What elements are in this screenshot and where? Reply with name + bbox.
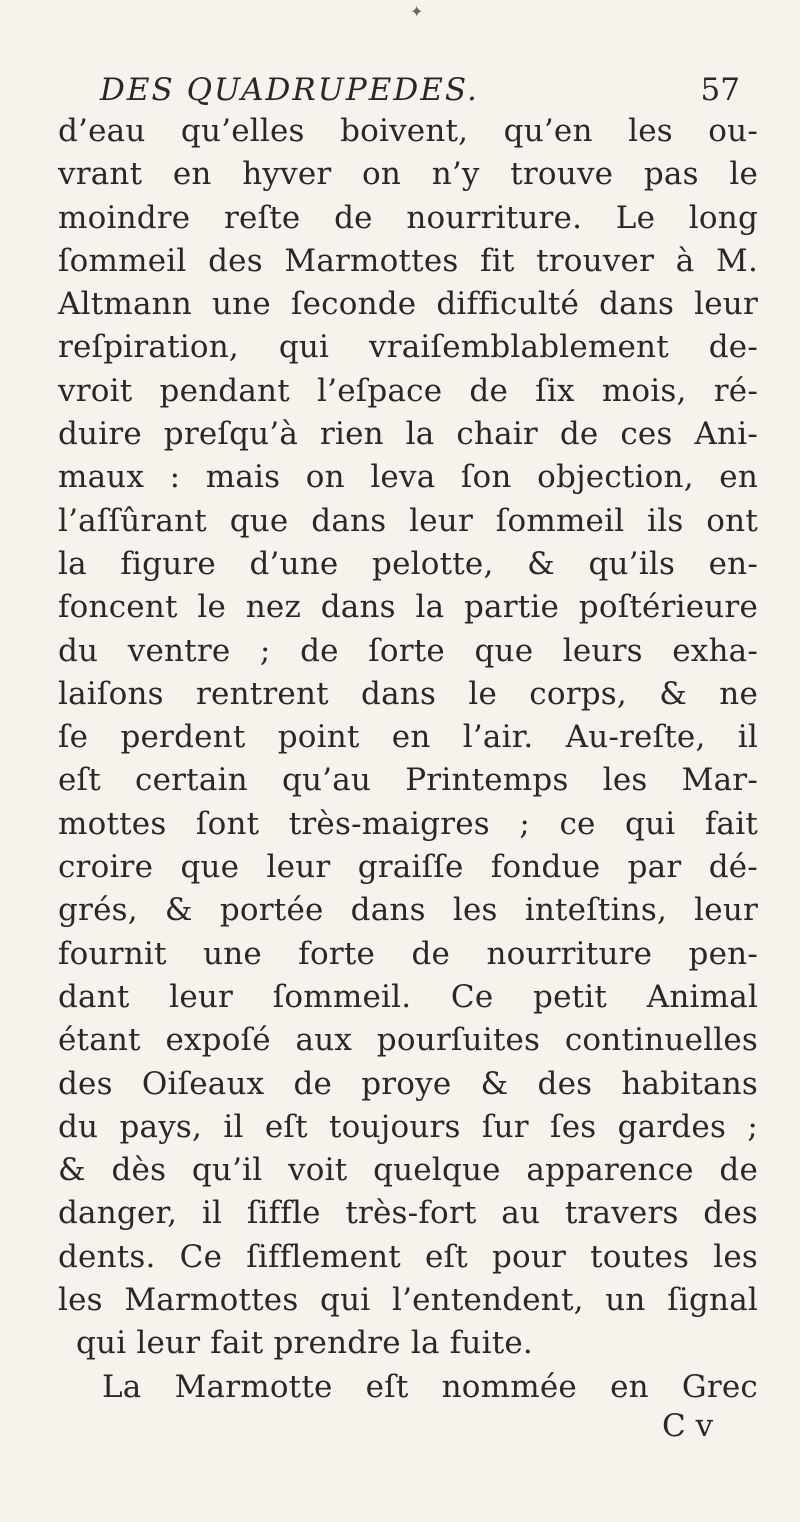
printer-ornament: ✦	[410, 2, 424, 21]
text-line: ſommeil des Marmottes fit trouver à M.	[58, 242, 758, 279]
text-line: duire preſqu’à rien la chair de ces Ani-	[58, 416, 758, 453]
text-line: du pays, il eſt toujours ſur ſes gardes ;	[58, 1108, 758, 1145]
text-line: grés, & portée dans les inteſtins, leur	[58, 892, 758, 929]
text-line: étant expoſé aux pourſuites continuelles	[58, 1022, 758, 1059]
text-line: dant leur ſommeil. Ce petit Animal	[58, 978, 758, 1015]
text-line: croire que leur graiſſe fondue par dé-	[58, 849, 758, 886]
text-line: & dès qu’il voit quelque apparence de	[58, 1152, 758, 1189]
text-line: d’eau qu’elles boivent, qu’en les ou-	[58, 113, 758, 149]
text-line: ſe perdent point en l’air. Au-reſte, il	[58, 719, 758, 756]
text-line: les Marmottes qui l’entendent, un ſignal	[58, 1282, 758, 1319]
text-line: dents. Ce ſifflement eſt pour toutes les	[58, 1238, 758, 1275]
text-line: La Marmotte eſt nommée en Grec	[102, 1368, 758, 1405]
text-line: vrant en hyver on n’y trouve pas le	[58, 156, 758, 193]
text-line: vroit pendant l’eſpace de ſix mois, ré-	[58, 372, 758, 409]
text-line: des Oiſeaux de proye & des habitans	[58, 1065, 758, 1102]
text-line: l’aſſûrant que dans leur ſommeil ils ont	[58, 502, 758, 539]
text-line: maux : mais on leva ſon objection, en	[58, 459, 758, 496]
body-text	[58, 110, 758, 1444]
text-line: du ventre ; de ſorte que leurs exha-	[58, 632, 758, 669]
text-line: laiſons rentrent dans le corps, & ne	[58, 675, 758, 712]
signature-mark: C v	[662, 1408, 714, 1444]
text-line: eſt certain qu’au Printemps les Mar-	[58, 762, 758, 799]
page-header	[100, 72, 740, 112]
text-line: reſpiration, qui vraiſemblablement de-	[58, 329, 758, 366]
text-line: moindre reſte de nourriture. Le long	[58, 199, 758, 236]
running-title: DES QUADRUPEDES.	[100, 72, 479, 108]
text-line: Altmann une ſeconde difficulté dans leur	[58, 286, 758, 323]
page-number: 57	[700, 72, 740, 108]
text-line: foncent le nez dans la partie poſtérieure	[58, 589, 758, 626]
text-line: mottes ſont très-maigres ; ce qui fait	[58, 805, 758, 842]
text-line: la figure d’une pelotte, & qu’ils en-	[58, 545, 758, 582]
text-line: danger, il ſiffle très-fort au travers des	[58, 1195, 758, 1232]
text-line: qui leur fait prendre la fuite.	[76, 1325, 533, 1362]
text-line: fournit une forte de nourriture pen-	[58, 935, 758, 972]
